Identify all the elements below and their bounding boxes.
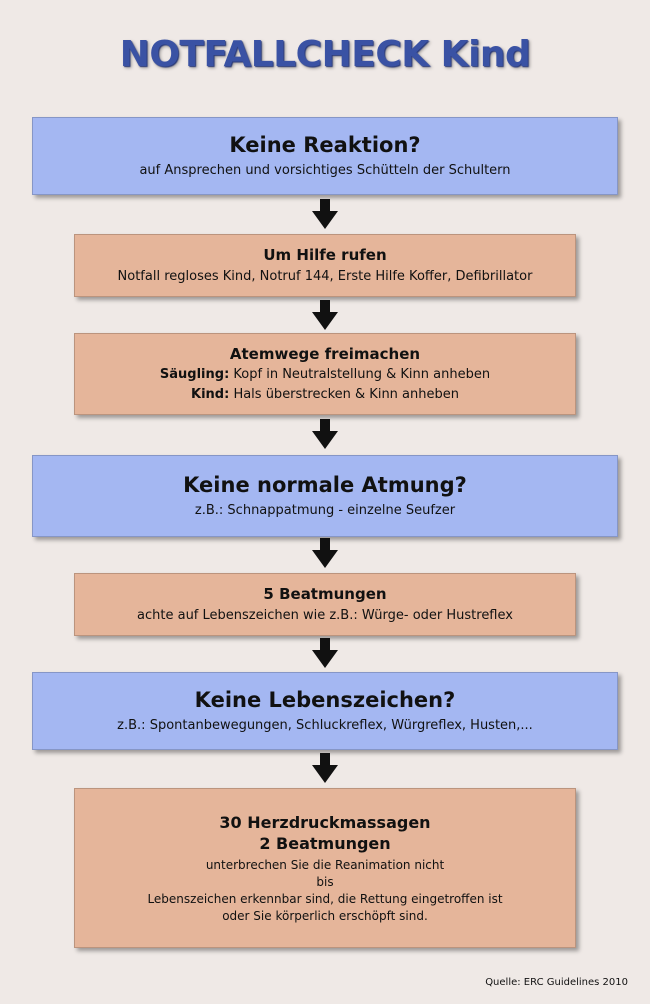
step-text: auf Ansprechen und vorsichtiges Schütteln der Schultern xyxy=(139,163,511,178)
step-heading: Keine Reaktion? xyxy=(229,133,421,157)
step-no-reaction xyxy=(32,117,618,195)
step-clear-airways xyxy=(74,333,576,415)
step-five-breaths xyxy=(74,573,576,636)
step-heading: Atemwege freimachen xyxy=(229,344,421,363)
step-call-help xyxy=(74,234,576,297)
step-text: achte auf Lebenszeichen wie z.B.: Würge- oder Hustreflex xyxy=(137,607,513,623)
cpr-heading-compressions: 30 Herzdruckmassagen xyxy=(219,812,431,832)
arrow-down-icon xyxy=(312,300,338,330)
step-heading: Keine normale Atmung? xyxy=(183,473,467,497)
step-cpr xyxy=(74,788,576,948)
cpr-line: unterbrechen Sie die Reanimation nicht xyxy=(205,857,445,872)
step-text: Notfall regloses Kind, Notruf 144, Erste Hilfe Koffer, Defibrillator xyxy=(117,268,533,284)
step-heading: 5 Beatmungen xyxy=(263,584,387,603)
step-text: z.B.: Schnappatmung - einzelne Seufzer xyxy=(194,503,456,518)
step-line-child xyxy=(191,386,459,404)
cpr-line: bis xyxy=(316,874,334,889)
arrow-down-icon xyxy=(312,419,338,449)
step-heading: Um Hilfe rufen xyxy=(263,245,387,264)
source-credit: Quelle: ERC Guidelines 2010 xyxy=(485,977,628,988)
cpr-line: Lebenszeichen erkennbar sind, die Rettung eingetroffen ist xyxy=(147,891,503,906)
step-heading: Keine Lebenszeichen? xyxy=(194,688,456,712)
child-text: Hals überstrecken & Kinn anheben xyxy=(233,386,459,402)
step-line-infant xyxy=(160,366,490,384)
step-no-signs-of-life xyxy=(32,672,618,750)
step-no-normal-breathing xyxy=(32,455,618,537)
arrow-down-icon xyxy=(312,753,338,783)
arrow-down-icon xyxy=(312,638,338,668)
arrow-down-icon xyxy=(312,199,338,229)
arrow-down-icon xyxy=(312,538,338,568)
cpr-line: oder Sie körperlich erschöpft sind. xyxy=(222,908,428,923)
cpr-heading-breaths: 2 Beatmungen xyxy=(259,833,391,853)
step-text: z.B.: Spontanbewegungen, Schluckreflex, Würgreflex, Husten,... xyxy=(117,718,533,733)
page-title: NOTFALLCHECK Kind xyxy=(119,34,531,75)
child-label: Kind: xyxy=(191,386,230,402)
infant-text: Kopf in Neutralstellung & Kinn anheben xyxy=(233,366,491,382)
infant-label: Säugling: xyxy=(159,366,230,382)
